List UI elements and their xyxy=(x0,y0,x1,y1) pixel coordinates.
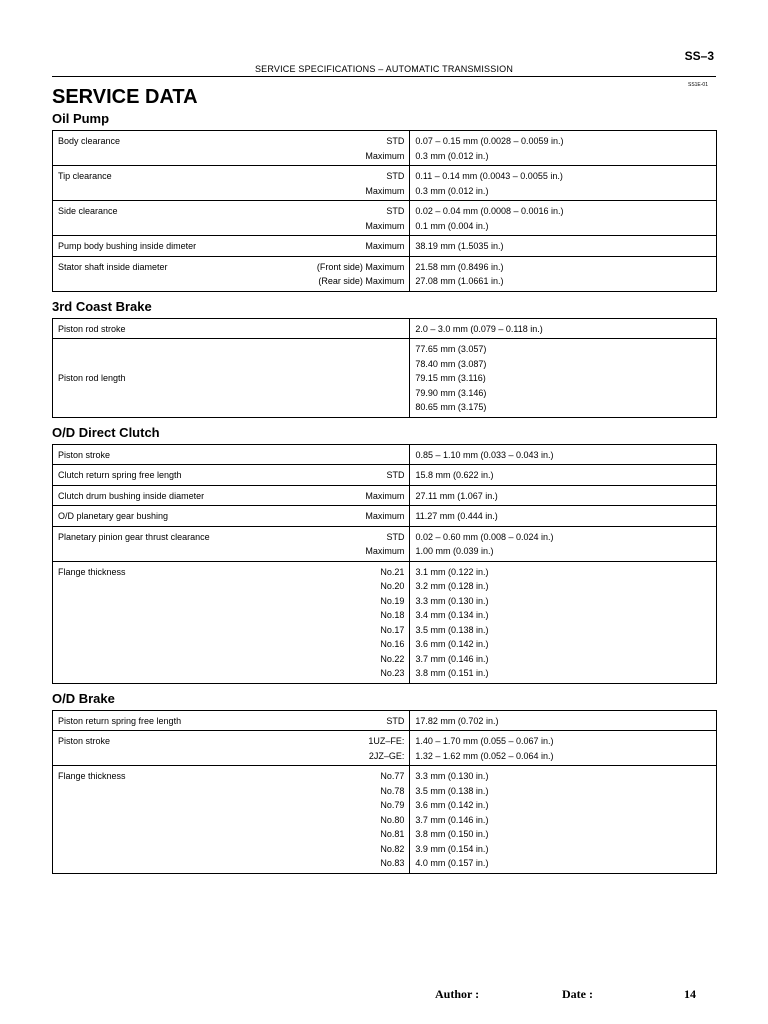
spec-label-cell xyxy=(53,710,410,731)
spec-qualifier: No.78 xyxy=(380,785,405,796)
spec-table xyxy=(52,710,717,874)
spec-qualifier: Maximum xyxy=(365,546,405,556)
spec-value: 1.32 – 1.62 mm (0.052 – 0.064 in.) xyxy=(415,750,554,761)
spec-label-cell xyxy=(53,256,410,291)
spec-value: 17.82 mm (0.702 in.) xyxy=(415,715,499,726)
spec-value: 3.1 mm (0.122 in.) xyxy=(415,566,489,577)
spec-value: 3.9 mm (0.154 in.) xyxy=(415,843,489,854)
spec-qualifier: No.17 xyxy=(380,624,405,635)
spec-qualifier: Maximum xyxy=(365,150,405,161)
section-gap xyxy=(52,874,717,878)
spec-qualifier: Maximum xyxy=(365,511,405,521)
spec-value: 15.8 mm (0.622 in.) xyxy=(415,470,494,480)
spec-value: 3.4 mm (0.134 in.) xyxy=(415,610,489,620)
spec-label-cell xyxy=(53,339,410,418)
spec-value: 3.3 mm (0.130 in.) xyxy=(415,771,489,781)
spec-value: 79.90 mm (3.146) xyxy=(415,387,487,398)
header-divider xyxy=(52,76,716,77)
spec-qualifier: No.22 xyxy=(380,653,405,664)
spec-value-cell xyxy=(410,256,717,291)
spec-value: 78.40 mm (3.087) xyxy=(415,358,487,369)
table-row xyxy=(53,710,717,731)
spec-qualifier: No.21 xyxy=(380,566,405,577)
spec-qualifier: STD xyxy=(386,171,405,181)
spec-qualifier: STD xyxy=(386,206,405,216)
table-row xyxy=(53,339,717,418)
spec-qualifier: No.20 xyxy=(380,581,405,591)
spec-qualifier: No.82 xyxy=(380,843,405,854)
table-row xyxy=(53,201,717,236)
table-row xyxy=(53,731,717,766)
spec-qualifier: STD xyxy=(386,470,405,480)
table-row xyxy=(53,166,717,201)
section-title: O/D Direct Clutch xyxy=(52,424,160,440)
spec-value-cell xyxy=(410,339,717,418)
spec-label: Flange thickness xyxy=(58,566,126,577)
spec-value: 3.7 mm (0.146 in.) xyxy=(415,814,489,825)
spec-value: 79.15 mm (3.116) xyxy=(415,373,486,383)
spec-value: 38.19 mm (1.5035 in.) xyxy=(415,241,504,251)
spec-value: 3.7 mm (0.146 in.) xyxy=(415,653,489,664)
spec-value-cell xyxy=(410,131,717,166)
spec-label-cell xyxy=(53,526,410,561)
spec-label: Stator shaft inside diameter xyxy=(58,261,168,272)
spec-value: 21.58 mm (0.8496 in.) xyxy=(415,261,504,272)
spec-label-cell xyxy=(53,561,410,683)
spec-qualifiers xyxy=(386,714,404,729)
spec-value: 27.11 mm (1.067 in.) xyxy=(415,490,498,501)
spec-value-cell xyxy=(410,731,717,766)
spec-qualifier: No.23 xyxy=(380,668,405,678)
spec-value: 3.6 mm (0.142 in.) xyxy=(415,639,489,649)
spec-value: 4.0 mm (0.157 in.) xyxy=(415,858,489,868)
spec-label: Tip clearance xyxy=(58,171,112,181)
spec-value-cell xyxy=(410,444,717,465)
spec-value: 3.5 mm (0.138 in.) xyxy=(415,785,489,796)
spec-qualifiers xyxy=(386,468,404,483)
spec-label: Pump body bushing inside dimeter xyxy=(58,241,197,251)
table-row xyxy=(53,236,717,257)
spec-qualifiers xyxy=(365,489,404,504)
spec-value: 1.00 mm (0.039 in.) xyxy=(415,546,494,556)
table-row xyxy=(53,561,717,683)
spec-label-cell xyxy=(53,131,410,166)
spec-value-cell xyxy=(410,465,717,486)
spec-label: Piston return spring free length xyxy=(58,715,182,726)
table-row xyxy=(53,506,717,527)
page-number: 14 xyxy=(684,987,696,1001)
spec-label: Side clearance xyxy=(58,206,118,216)
spec-label-cell xyxy=(53,766,410,874)
spec-value-cell xyxy=(410,766,717,874)
spec-label-cell xyxy=(53,731,410,766)
spec-value: 77.65 mm (3.057) xyxy=(415,344,487,354)
spec-qualifier: No.16 xyxy=(380,639,405,649)
page-title: SERVICE DATA xyxy=(52,86,198,108)
table-row xyxy=(53,485,717,506)
spec-qualifier: No.80 xyxy=(380,814,405,825)
spec-qualifier: 1UZ–FE: xyxy=(368,736,405,746)
section-title: O/D Brake xyxy=(52,690,115,706)
spec-label-cell xyxy=(53,465,410,486)
spec-value: 27.08 mm (1.0661 in.) xyxy=(415,276,504,286)
spec-label-cell xyxy=(53,201,410,236)
spec-label: Clutch drum bushing inside diameter xyxy=(58,490,205,501)
spec-qualifier: STD xyxy=(386,715,405,726)
table-row xyxy=(53,526,717,561)
spec-qualifier: Maximum xyxy=(365,220,405,231)
section-title: 3rd Coast Brake xyxy=(52,298,152,314)
spec-qualifier: Maximum xyxy=(365,185,405,196)
spec-qualifiers xyxy=(380,565,404,681)
spec-value-cell xyxy=(410,710,717,731)
spec-value-cell xyxy=(410,318,717,339)
spec-label: Planetary pinion gear thrust clearance xyxy=(58,531,210,542)
spec-value-cell xyxy=(410,485,717,506)
spec-value: 0.07 – 0.15 mm (0.0028 – 0.0059 in.) xyxy=(415,136,564,146)
spec-qualifier: Maximum xyxy=(365,241,405,251)
table-row xyxy=(53,256,717,291)
spec-label: Body clearance xyxy=(58,136,121,146)
spec-qualifier: No.19 xyxy=(380,595,405,606)
table-row xyxy=(53,766,717,874)
spec-label-cell xyxy=(53,444,410,465)
author-label: Author : xyxy=(435,987,480,1001)
spec-label: Clutch return spring free length xyxy=(58,470,182,480)
spec-value: 0.3 mm (0.012 in.) xyxy=(415,150,489,161)
spec-value: 3.8 mm (0.150 in.) xyxy=(415,829,489,839)
spec-label-cell xyxy=(53,236,410,257)
spec-value-cell xyxy=(410,561,717,683)
spec-qualifier: (Rear side) Maximum xyxy=(318,276,405,286)
spec-label-cell xyxy=(53,166,410,201)
spec-value: 3.2 mm (0.128 in.) xyxy=(415,581,489,591)
spec-label: Piston rod stroke xyxy=(58,323,126,334)
spec-qualifier: No.81 xyxy=(380,829,405,839)
spec-label-cell xyxy=(53,506,410,527)
spec-qualifiers xyxy=(368,734,404,763)
table-row xyxy=(53,444,717,465)
spec-qualifier: No.83 xyxy=(380,858,405,868)
spec-value: 0.11 – 0.14 mm (0.0043 – 0.0055 in.) xyxy=(415,171,563,181)
spec-value-cell xyxy=(410,236,717,257)
doc-code: SS1E-01 xyxy=(687,82,708,88)
spec-value-cell xyxy=(410,166,717,201)
spec-qualifier: (Front side) Maximum xyxy=(316,261,405,272)
spec-qualifiers xyxy=(380,769,404,871)
table-row xyxy=(53,318,717,339)
spec-label: Piston stroke xyxy=(58,449,111,460)
spec-label: O/D planetary gear bushing xyxy=(58,511,169,521)
spec-qualifier: STD xyxy=(386,136,405,146)
spec-value: 0.02 – 0.60 mm (0.008 – 0.024 in.) xyxy=(415,531,554,542)
spec-value: 1.40 – 1.70 mm (0.055 – 0.067 in.) xyxy=(415,736,554,746)
table-row xyxy=(53,131,717,166)
spec-label: Flange thickness xyxy=(58,771,126,781)
spec-table xyxy=(52,130,717,292)
spec-value: 3.5 mm (0.138 in.) xyxy=(415,624,489,635)
spec-qualifier: Maximum xyxy=(365,490,405,501)
spec-value: 3.6 mm (0.142 in.) xyxy=(415,800,489,810)
spec-table xyxy=(52,444,717,684)
page-code: SS–3 xyxy=(684,49,714,63)
spec-content xyxy=(52,108,717,878)
spec-label: Piston rod length xyxy=(58,373,126,383)
spec-qualifier: No.79 xyxy=(380,800,405,810)
spec-value-cell xyxy=(410,506,717,527)
table-row xyxy=(53,465,717,486)
spec-qualifiers xyxy=(365,204,404,233)
spec-qualifiers xyxy=(365,239,404,254)
spec-value-cell xyxy=(410,526,717,561)
spec-table xyxy=(52,318,717,418)
spec-qualifier: STD xyxy=(386,531,405,542)
spec-qualifier: No.18 xyxy=(380,610,405,620)
spec-value: 2.0 – 3.0 mm (0.079 – 0.118 in.) xyxy=(415,323,543,334)
spec-value: 0.3 mm (0.012 in.) xyxy=(415,185,489,196)
spec-value: 0.1 mm (0.004 in.) xyxy=(415,220,489,231)
date-label: Date : xyxy=(562,987,593,1001)
spec-value: 3.3 mm (0.130 in.) xyxy=(415,595,489,606)
spec-label: Piston stroke xyxy=(58,736,111,746)
spec-qualifiers xyxy=(365,509,404,524)
spec-value: 0.02 – 0.04 mm (0.0008 – 0.0016 in.) xyxy=(415,206,564,216)
spec-value: 3.8 mm (0.151 in.) xyxy=(415,668,489,678)
spec-value: 80.65 mm (3.175) xyxy=(415,402,487,412)
spec-qualifiers xyxy=(365,134,404,163)
spec-qualifiers xyxy=(365,169,404,198)
spec-value: 0.85 – 1.10 mm (0.033 – 0.043 in.) xyxy=(415,449,554,460)
spec-label-cell xyxy=(53,485,410,506)
section-title: Oil Pump xyxy=(52,111,110,126)
spec-qualifier: No.77 xyxy=(380,771,405,781)
spec-qualifier: 2JZ–GE: xyxy=(368,750,405,761)
spec-qualifiers xyxy=(317,260,405,289)
spec-qualifiers xyxy=(365,530,404,559)
spec-value: 11.27 mm (0.444 in.) xyxy=(415,511,498,521)
spec-value-cell xyxy=(410,201,717,236)
header-title: SERVICE SPECIFICATIONS – AUTOMATIC TRANSMISSION xyxy=(254,64,514,74)
spec-label-cell xyxy=(53,318,410,339)
